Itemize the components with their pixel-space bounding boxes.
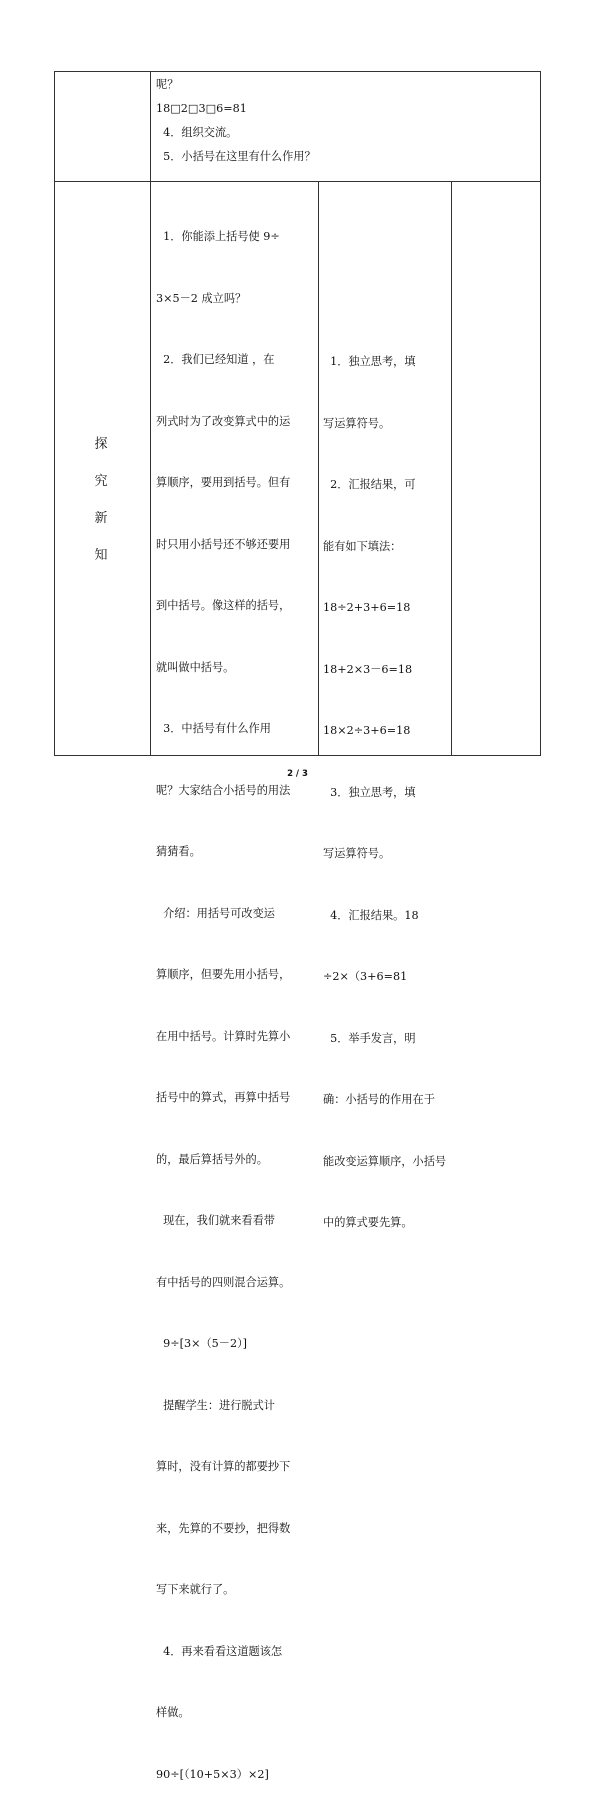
teacher-line: 3．中括号有什么作用 [156, 722, 271, 735]
student-line: 中的算式要先算。 [323, 1216, 413, 1229]
teacher-line: 90÷[（10+5×3）×2] [156, 1767, 269, 1781]
student-line: 4．汇报结果。18 [323, 908, 419, 922]
table-line-top [54, 71, 541, 72]
top-row-line: 5．小括号在这里有什么作用？ [156, 150, 316, 163]
teacher-line: 现在，我们就来看看带 [156, 1214, 275, 1227]
student-line: 确：小括号的作用在于 [323, 1093, 435, 1106]
student-line: 2．汇报结果，可 [323, 478, 416, 491]
student-line: 能有如下填法： [323, 539, 402, 553]
student-line: 1．独立思考，填 [323, 355, 416, 368]
teacher-line: 有中括号的四则混合运算。 [156, 1275, 291, 1289]
teacher-line: 在用中括号。计算时先算小 [156, 1029, 291, 1043]
teacher-line: 到中括号。像这样的括号， [156, 599, 291, 612]
student-activity-column [323, 311, 446, 1254]
teacher-line: 算顺序，要用到括号。但有 [156, 476, 291, 489]
top-row-line: 呢？ [156, 78, 179, 91]
table-line-bottom [54, 755, 541, 756]
teacher-line: 时只用小括号还不够还要用 [156, 537, 291, 551]
student-line: 写运算符号。 [323, 847, 391, 860]
teacher-line: 4．再来看看这道题该怎 [156, 1644, 283, 1658]
teacher-line: 列式时为了改变算式中的运 [156, 414, 291, 428]
student-line: 能改变运算顺序，小括号 [323, 1154, 447, 1168]
teacher-line: 3×5－2 成立吗？ [156, 291, 247, 305]
student-line: 写运算符号。 [323, 416, 391, 430]
section-label-char: 知 [94, 548, 108, 563]
table-line-col2 [318, 181, 319, 756]
student-line: 18÷2+3+6=18 [323, 601, 411, 614]
table-line-row-divider [54, 181, 541, 182]
section-label-char: 新 [94, 511, 108, 526]
top-row-line: 4．组织交流。 [156, 126, 238, 139]
teacher-line: 算时，没有计算的都要抄下 [156, 1460, 291, 1473]
teacher-line: 提醒学生：进行脱式计 [156, 1398, 275, 1412]
teacher-line: 的，最后算括号外的。 [156, 1152, 268, 1166]
teacher-line: 9÷[3×（5－2）] [156, 1337, 248, 1350]
teacher-line: 括号中的算式，再算中括号 [156, 1091, 291, 1104]
page-number: 2 / 3 [287, 769, 308, 779]
teacher-line: 样做。 [156, 1706, 190, 1719]
teacher-activity-column [156, 186, 290, 1806]
teacher-line: 就叫做中括号。 [156, 660, 235, 674]
table-line-col3 [451, 181, 452, 756]
teacher-line: 呢？大家结合小括号的用法 [156, 783, 291, 797]
top-row-line: 18□2□3□6=81 [156, 102, 247, 115]
teacher-line: 写下来就行了。 [156, 1583, 235, 1596]
teacher-line: 1．你能添上括号使 9÷ [156, 230, 280, 243]
teacher-line: 算顺序，但要先用小括号， [156, 968, 291, 981]
student-line: 3．独立思考，填 [323, 785, 416, 799]
student-line: 5．举手发言，明 [323, 1031, 416, 1045]
student-line: ÷2×（3+6=81 [323, 970, 408, 983]
section-label [86, 433, 116, 581]
table-line-right [540, 71, 541, 756]
section-label-char: 究 [94, 474, 108, 489]
table-line-left [54, 71, 55, 756]
teacher-line: 2．我们已经知道 ，在 [156, 353, 275, 366]
teacher-line: 介绍：用括号可改变运 [156, 906, 275, 920]
table-line-col1 [150, 71, 151, 756]
teacher-line: 猜猜看。 [156, 845, 201, 858]
section-label-char: 探 [94, 437, 108, 452]
student-line: 18+2×3－6=18 [323, 662, 413, 676]
teacher-line: 来，先算的不要抄，把得数 [156, 1521, 291, 1535]
student-line: 18×2÷3+6=18 [323, 724, 411, 737]
